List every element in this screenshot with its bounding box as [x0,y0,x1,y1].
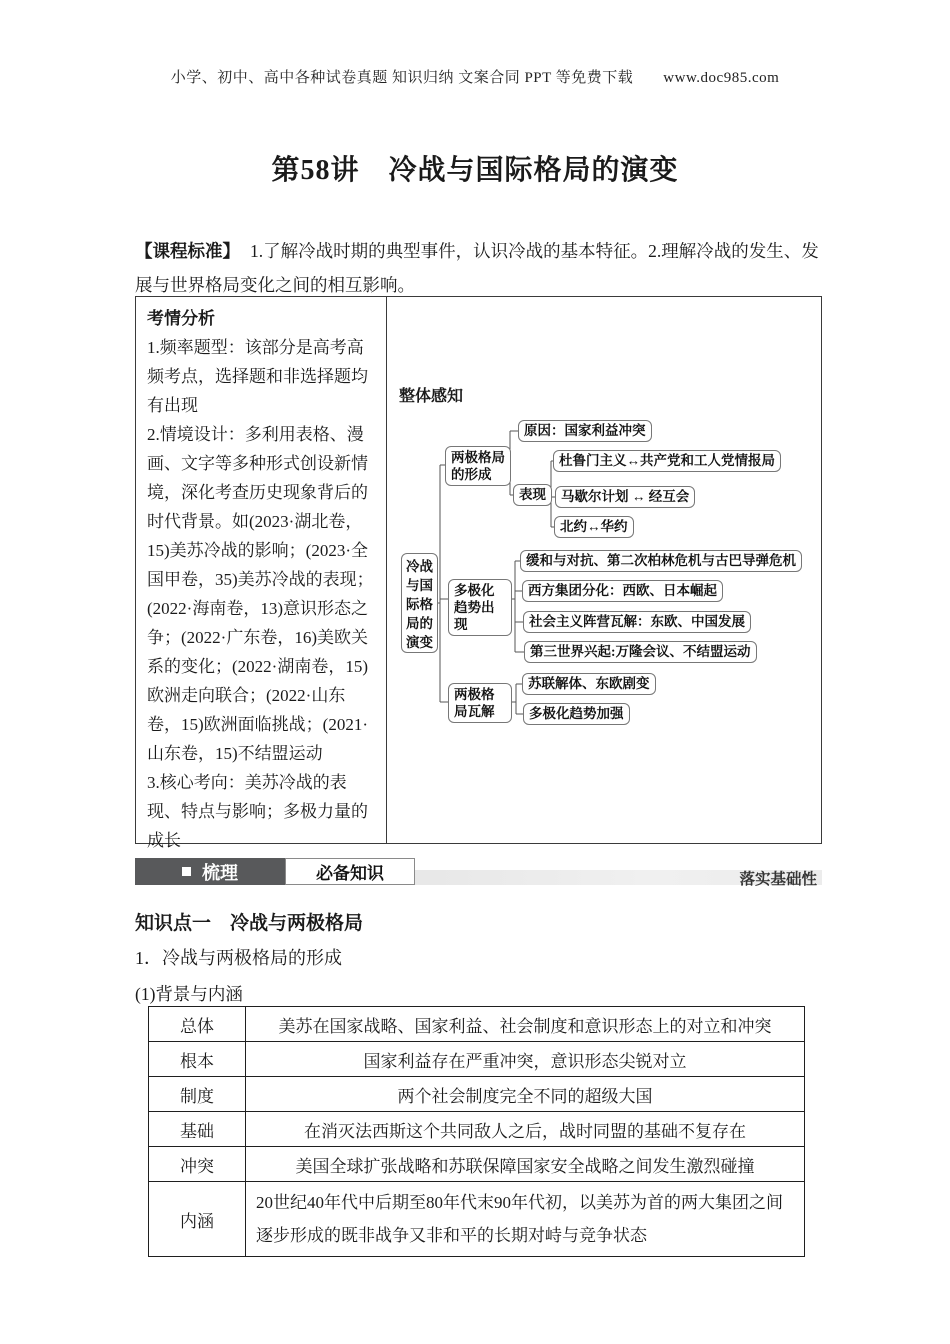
site-url: www.doc985.com [663,70,780,86]
table-row [149,1147,805,1182]
exam-analysis-item: 1.频率题型：该部分是高考高频考点，选择题和非选择题均有出现 [147,338,368,415]
exam-analysis-item: 2.情境设计：多利用表格、漫画、文字等多种形式创设新情境，深化考查历史现象背后的时代背景。如(2023·湖北卷，15)美苏冷战的影响；(2023·全国甲卷，35)美苏冷战的表现；(2022·海南卷，13)意识形态之争；(2022·广东卷，16)美欧关系的变化；(2022·湖南卷，15)欧洲走向联合；(2022·山东卷，15)欧洲面临挑战；(2021·山东卷，15)不结盟运动 [147,425,374,763]
flow-node-expression: 表现 [513,484,552,506]
page-title: 第58讲 冷战与国际格局的演变 [271,155,679,186]
section-tab-bibei: 必备知识 [285,858,415,885]
table-row [149,1007,805,1042]
flow-node-cause: 原因：国家利益冲突 [518,420,652,442]
table-row [149,1182,805,1257]
row-label: 冲突 [149,1147,246,1182]
row-label: 根本 [149,1042,246,1077]
flow-leaf-socialist-camp: 社会主义阵营瓦解：东欧、中国发展 [523,611,751,633]
row-content: 美苏在国家战略、国家利益、社会制度和意识形态上的对立和冲突 [246,1007,805,1042]
square-bullet-icon [182,867,191,876]
row-label: 总体 [149,1007,246,1042]
flow-leaf-ussr-collapse: 苏联解体、东欧剧变 [522,673,656,695]
row-content: 国家利益存在严重冲突，意识形态尖锐对立 [246,1042,805,1077]
knowledge-sub1: 1．冷战与两极格局的形成 [135,948,342,968]
course-standard-label: 【课程标准】 [135,241,240,261]
flow-branch-bipolar-formation: 两极格局的形成 [445,446,511,486]
flow-branch-multipolar-trend: 多极化趋势出现 [448,579,512,636]
table-row [149,1077,805,1112]
course-standard-text: 1.了解冷战时期的典型事件，认识冷战的基本特征。2.理解冷战的发生、发展与世界格局变化之间的相互影响。 [135,241,819,295]
flow-leaf-marshall: 马歇尔计划 ↔ 经互会 [555,486,695,508]
flow-leaf-nato: 北约↔华约 [554,516,634,538]
exam-analysis-cell [136,297,387,850]
exam-analysis-item: 3.核心考向：美苏冷战的表现、特点与影响；多极力量的成长 [147,773,368,850]
overview-title: 整体感知 [399,388,464,405]
overview-cell [388,297,822,843]
section-bar-right-label: 落实基础性 [739,871,817,888]
flow-branch-bipolar-collapse: 两极格局瓦解 [448,683,512,723]
section-tab-shuli [135,858,285,885]
flow-leaf-western-split: 西方集团分化：西欧、日本崛起 [522,580,723,602]
flow-leaf-crises: 缓和与对抗、第二次柏林危机与古巴导弹危机 [520,550,802,572]
exam-analysis-table [135,296,822,850]
row-label: 制度 [149,1077,246,1112]
flow-leaf-truman: 杜鲁门主义↔共产党和工人党情报局 [553,450,781,472]
background-table [148,1006,805,1257]
row-content: 美国全球扩张战略和苏联保障国家安全战略之间发生激烈碰撞 [246,1147,805,1182]
flow-leaf-multipolar-strengthen: 多极化趋势加强 [523,703,630,725]
header-text: 小学、初中、高中各种试卷真题 知识归纳 文案合同 PPT 等免费下载 [170,70,634,86]
site-header [0,66,950,87]
course-standard [135,234,827,302]
table-row [149,1042,805,1077]
row-content: 两个社会制度完全不同的超级大国 [246,1077,805,1112]
flow-root-node: 冷战与国际格局的演变 [401,553,438,653]
row-label: 基础 [149,1112,246,1147]
knowledge-sub2: (1)背景与内涵 [135,984,243,1004]
section-tab-shuli-label: 梳理 [202,862,238,883]
row-content: 在消灭法西斯这个共同敌人之后，战时同盟的基础不复存在 [246,1112,805,1147]
row-label: 内涵 [149,1182,246,1257]
exam-analysis-title: 考情分析 [147,309,215,328]
section-bar [135,858,822,886]
row-content: 20世纪40年代中后期至80年代末90年代初，以美苏为首的两大集团之间逐步形成的既非战争又非和平的长期对峙与竞争状态 [246,1182,805,1257]
flow-leaf-third-world: 第三世界兴起:万隆会议、不结盟运动 [524,641,757,663]
table-row [149,1112,805,1147]
knowledge-point-title: 知识点一 冷战与两极格局 [135,913,364,934]
